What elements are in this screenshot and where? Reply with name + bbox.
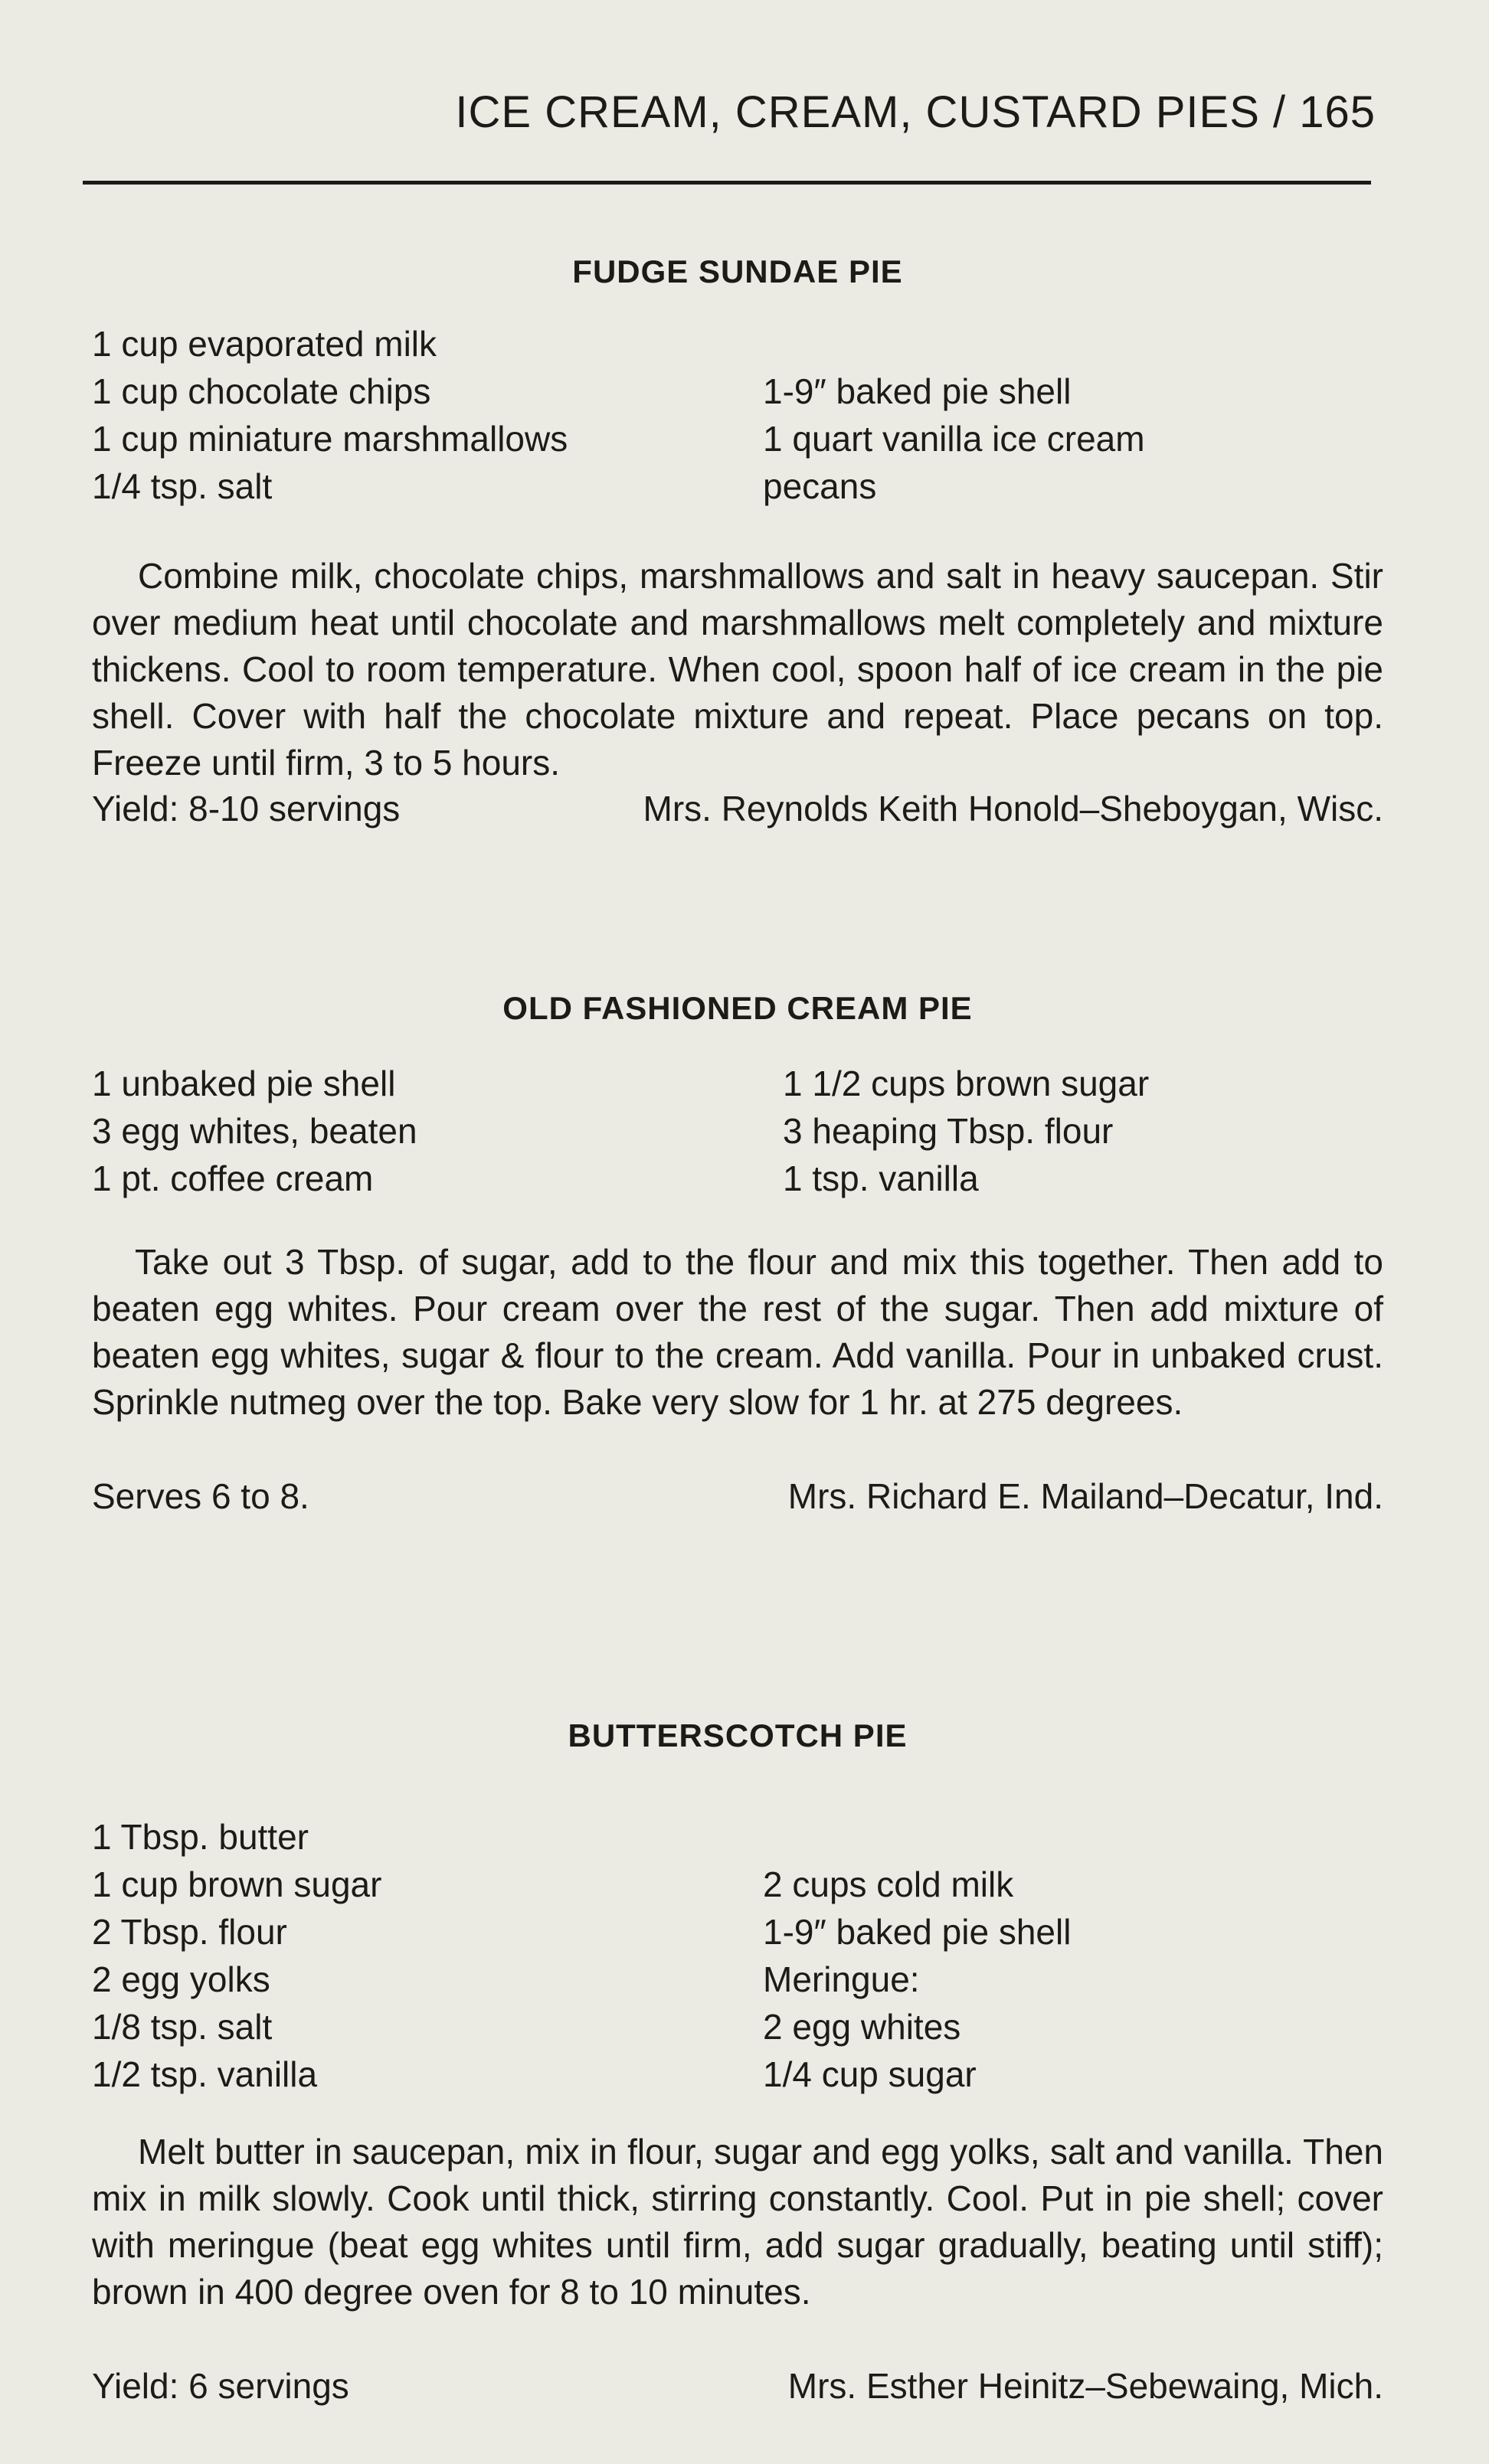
ingredient-item: 1 1/2 cups brown sugar	[783, 1064, 1150, 1103]
recipe-title: OLD FASHIONED CREAM PIE	[502, 990, 973, 1026]
directions: Take out 3 Tbsp. of sugar, add to the flour and mix this together. Then add to beaten egg whites. Pour cream over the rest of the sugar. Then add mixture of beaten egg whites, sugar & flour to the cream. Add vanilla. Pour in unbaked crust. Sprinkle nutmeg over the top. Bake very slow for 1 hr. at 275 degrees.	[92, 1242, 1383, 1422]
ingredient-item: 2 egg whites	[763, 2007, 961, 2047]
ingredients-right-column	[783, 1060, 1149, 1202]
contributor-credit: Mrs. Esther Heinitz–Sebewaing, Mich.	[787, 2366, 1383, 2406]
ingredient-item: 1/4 cup sugar	[763, 2054, 977, 2094]
ingredient-item: 1 cup miniature marshmallows	[92, 419, 568, 459]
contributor-credit: Mrs. Richard E. Mailand–Decatur, Ind.	[787, 1476, 1383, 1516]
ingredient-item: 1 pt. coffee cream	[92, 1158, 374, 1198]
yield: Serves 6 to 8.	[92, 1476, 309, 1516]
ingredient-item: 2 cups cold milk	[763, 1864, 1014, 1904]
ingredient-item: 1 quart vanilla ice cream	[763, 419, 1145, 459]
contributor-credit: Mrs. Reynolds Keith Honold–Sheboygan, Wisc.	[643, 789, 1383, 828]
ingredient-item: 3 egg whites, beaten	[92, 1111, 417, 1151]
directions: Combine milk, chocolate chips, marshmallows and salt in heavy saucepan. Stir over medium heat until chocolate and marshmallows melt completely and mixture thickens. Cool to room temperature. When cool, spoon half of ice cream in the pie shell. Cover with half the chocolate mixture and repeat. Place pecans on top. Freeze until firm, 3 to 5 hours.	[92, 556, 1383, 783]
ingredient-item: 1/4 tsp. salt	[92, 466, 273, 506]
ingredients-left-column	[92, 320, 568, 510]
directions: Melt butter in saucepan, mix in flour, sugar and egg yolks, salt and vanilla. Then mix in milk slowly. Cook until thick, stirring constantly. Cool. Put in pie shell; cover with meringue (beat egg whites until firm, add sugar gradually, beating until stiff); brown in 400 degree oven for 8 to 10 minutes.	[92, 2132, 1383, 2312]
ingredient-item: 1/8 tsp. salt	[92, 2007, 273, 2047]
header-rule	[83, 181, 1371, 185]
running-head: ICE CREAM, CREAM, CUSTARD PIES / 165	[455, 87, 1376, 137]
yield: Yield: 6 servings	[92, 2366, 349, 2406]
ingredient-item: 2 Tbsp. flour	[92, 1912, 287, 1952]
ingredient-item: 1-9″ baked pie shell	[763, 1912, 1072, 1952]
ingredient-item: 1 cup brown sugar	[92, 1864, 382, 1904]
ingredient-item: 1 cup evaporated milk	[92, 324, 437, 364]
ingredients-right-column	[763, 368, 1145, 510]
recipe-title: BUTTERSCOTCH PIE	[568, 1717, 908, 1753]
ingredient-item: 1/2 tsp. vanilla	[92, 2054, 318, 2094]
recipe-title: FUDGE SUNDAE PIE	[572, 253, 903, 289]
ingredients-left-column	[92, 1060, 417, 1202]
yield: Yield: 8-10 servings	[92, 789, 401, 828]
ingredient-item: 1-9″ baked pie shell	[763, 371, 1072, 411]
ingredient-item: 1 cup chocolate chips	[92, 371, 431, 411]
ingredient-item: 1 unbaked pie shell	[92, 1064, 396, 1103]
ingredient-item: 1 Tbsp. butter	[92, 1817, 309, 1857]
ingredient-item: 2 egg yolks	[92, 1959, 270, 1999]
ingredients-right-column	[763, 1861, 1071, 2098]
ingredient-item: Meringue:	[763, 1959, 920, 1999]
ingredients-left-column	[92, 1813, 381, 2098]
ingredient-item: 3 heaping Tbsp. flour	[783, 1111, 1114, 1151]
ingredient-item: pecans	[763, 466, 877, 506]
ingredient-item: 1 tsp. vanilla	[783, 1158, 979, 1198]
